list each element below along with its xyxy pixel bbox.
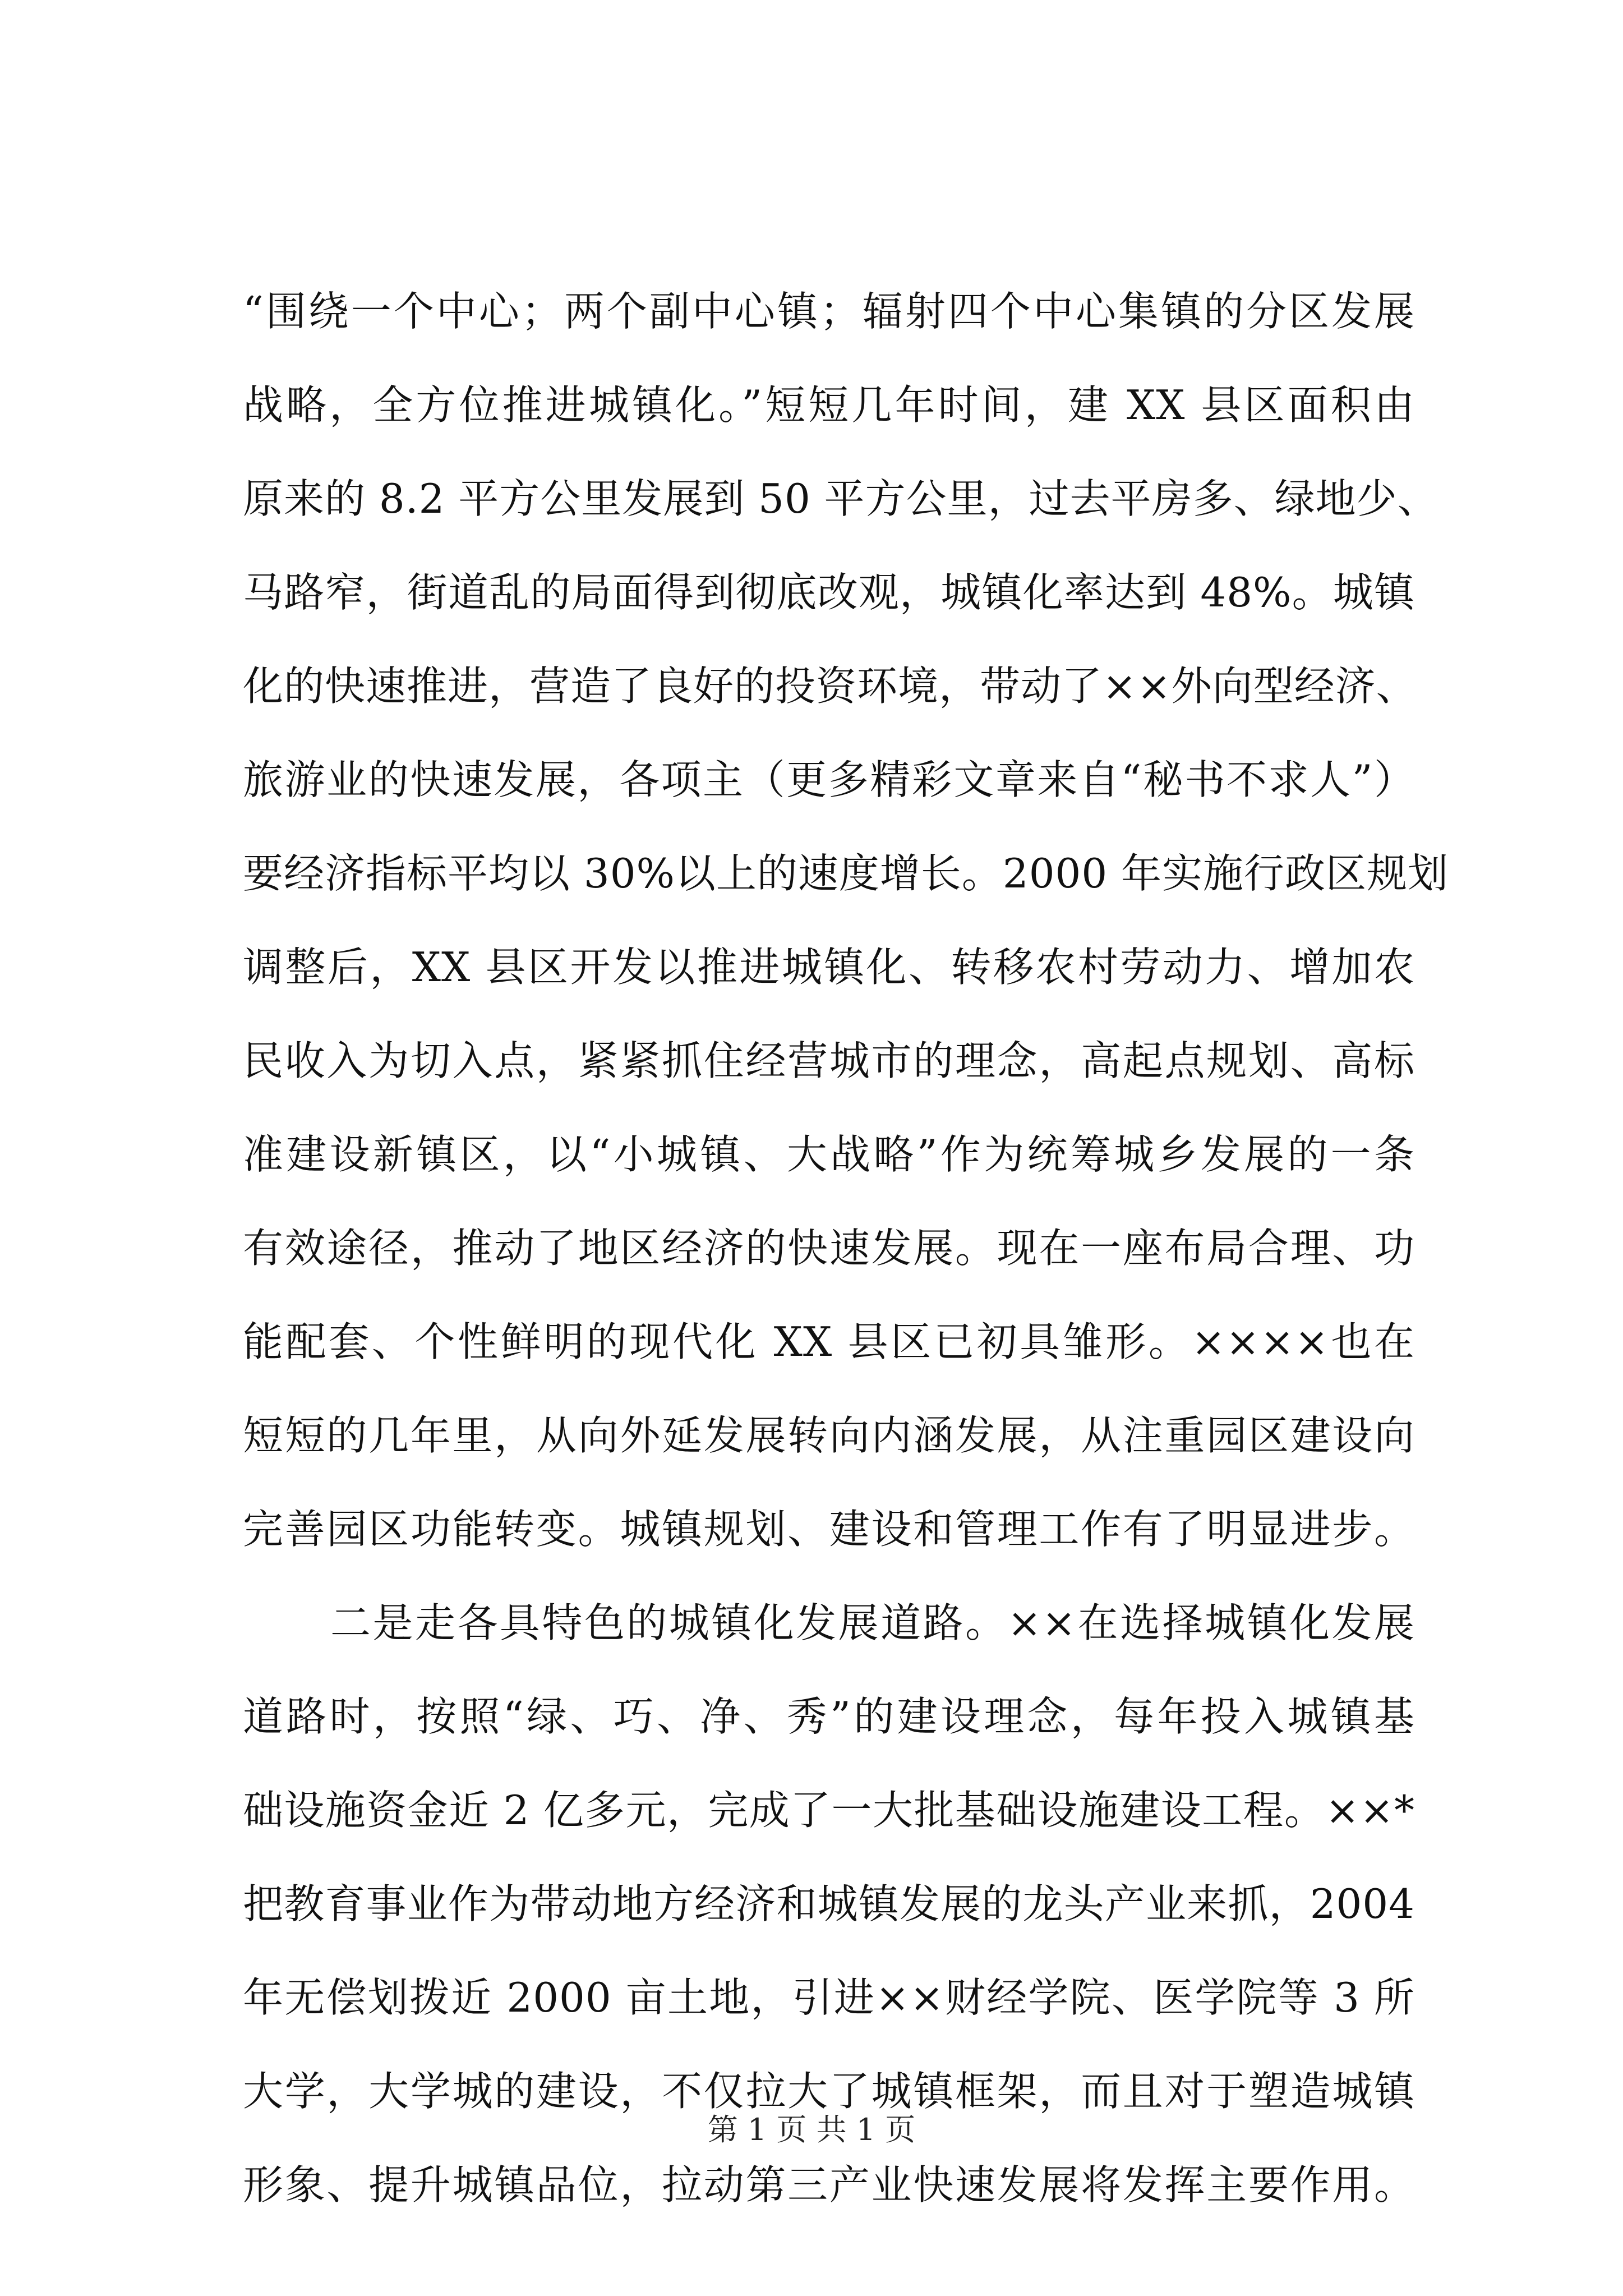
text-line: 大学，大学城的建设，不仅拉大了城镇框架，而且对于塑造城镇 [243,2068,1415,2115]
text-line: 完善园区功能转变。城镇规划、建设和管理工作有了明显进步。 [243,1506,1415,1553]
text-line: 年无偿划拨近 2000 亩土地，引进××财经学院、医学院等 3 所 [243,1974,1415,2021]
text-line: 化的快速推进，营造了良好的投资环境，带动了××外向型经济、 [243,662,1417,710]
text-line: 能配套、个性鲜明的现代化 XX 县区已初具雏形。××××也在 [243,1318,1415,1365]
text-line: 短短的几年里，从向外延发展转向内涵发展，从注重园区建设向 [243,1412,1415,1459]
text-line: 有效途径，推动了地区经济的快速发展。现在一座布局合理、功 [243,1225,1415,1272]
page-number-label: 第 1 页 共 1 页 [707,2112,916,2147]
body-text [243,265,1449,2232]
text-line: 形象、提升城镇品位，拉动第三产业快速发展将发挥主要作用。 [243,2161,1415,2208]
text-line: 调整后，XX 县区开发以推进城镇化、转移农村劳动力、增加农 [243,944,1415,991]
text-line: 旅游业的快速发展，各项主（更多精彩文章来自“秘书不求人”） [243,756,1415,803]
paragraph-start-line: 二是走各具特色的城镇化发展道路。××在选择城镇化发展 [330,1599,1415,1646]
text-line: 把教育事业作为带动地方经济和城镇发展的龙头产业来抓，2004 [243,1880,1415,1927]
text-line: 道路时，按照“绿、巧、净、秀”的建设理念，每年投入城镇基 [243,1693,1415,1740]
text-line: 础设施资金近 2 亿多元，完成了一大批基础设施建设工程。××* [243,1787,1415,1834]
text-line: 战略，全方位推进城镇化。”短短几年时间，建 XX 县区面积由 [243,381,1415,429]
text-line: “围绕一个中心；两个副中心镇；辐射四个中心集镇的分区发展 [243,288,1415,335]
text-line: 要经济指标平均以 30%以上的速度增长。2000 年实施行政区规划 [243,850,1449,897]
page-footer [0,2110,1623,2150]
text-line: 准建设新镇区，以“小城镇、大战略”作为统筹城乡发展的一条 [243,1131,1415,1178]
text-line: 原来的 8.2 平方公里发展到 50 平方公里，过去平房多、绿地少、 [243,475,1438,522]
text-line: 民收入为切入点，紧紧抓住经营城市的理念，高起点规划、高标 [243,1037,1415,1084]
text-line: 马路窄，街道乱的局面得到彻底改观，城镇化率达到 48%。城镇 [243,569,1415,616]
